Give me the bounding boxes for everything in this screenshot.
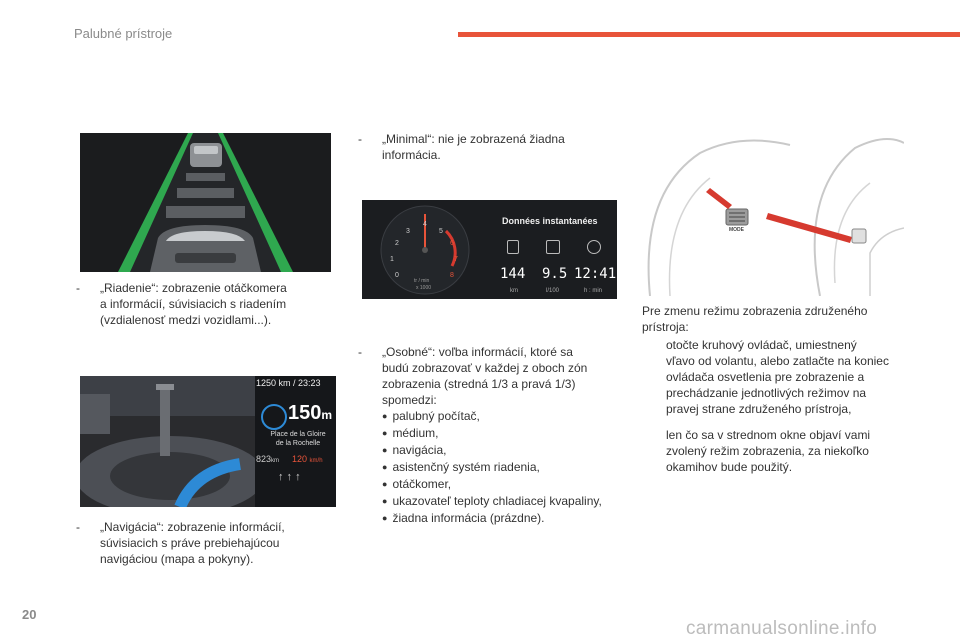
nav-speed-unit: km/h (309, 458, 323, 464)
nav-direction-circle-icon (261, 404, 287, 430)
trip-value-1: 144 (500, 266, 526, 282)
osobne-line-4: spomedzi: (382, 393, 437, 407)
trip-value-2: 9.5 (542, 266, 568, 282)
osobne-options-list (358, 408, 628, 527)
riadenie-description (76, 280, 336, 328)
minimal-line-2: informácia. (382, 148, 441, 162)
navigacia-screen-image (80, 376, 336, 507)
minimal-description (358, 131, 618, 163)
step-1-line-1: otočte kruhový ovládač, umiestnený (666, 338, 857, 352)
navigacia-description (76, 519, 336, 567)
trip-value-3: 12:41 (574, 266, 617, 282)
riadenie-line-3: (vzdialenosť medzi vozidlami...). (100, 313, 272, 327)
nav-lane-arrows-icon: ↑ ↑ ↑ (278, 471, 301, 483)
gauge-label-5: 5 (439, 228, 443, 235)
gauge-caption-2: x 1000 (416, 285, 432, 291)
riadenie-screen-image (80, 133, 331, 272)
gauge-label-0: 0 (395, 272, 399, 279)
osobne-option-item: ● žiadna informácia (prázdne). (382, 510, 628, 527)
trip-unit-2: l/100 (546, 288, 560, 294)
gauge-label-7: 7 (454, 256, 458, 263)
osobne-option-item: ● navigácia, (382, 442, 628, 459)
osobne-line-2: budú zobrazovať v každej z oboch zón (382, 361, 588, 375)
nav-distance-value: 150 (288, 402, 322, 424)
nav-odometer (256, 454, 279, 464)
nav-distance-unit: m (321, 408, 333, 422)
nav-distance-time-text: 1250 km / 23:23 (256, 378, 321, 388)
step-1-line-3: ovládača osvetlenia pre zobrazenie a (666, 370, 865, 384)
instruction-step-1 (642, 337, 912, 417)
osobne-dash: - (358, 345, 362, 359)
instructions-intro-line-1: Pre zmenu režimu zobrazenia združeného (642, 304, 868, 318)
gauge-label-4: 4 (423, 221, 427, 228)
riadenie-illustration (80, 133, 331, 272)
trip-unit-1: km (510, 288, 518, 294)
header-accent-bar (458, 32, 960, 37)
step-1-line-2: vľavo od volantu, alebo zatlačte na koniec (666, 354, 889, 368)
navigacia-dash: - (76, 520, 80, 534)
nav-place (262, 430, 334, 448)
step-2-line-1: len čo sa v strednom okne objaví vami (666, 428, 871, 442)
navigacia-line-1: „Navigácia“: zobrazenie informácií, (100, 520, 285, 534)
gauge-caption-1: tr / min (414, 278, 430, 284)
trip-consumption-icon (546, 240, 560, 254)
osobne-option-item: ● otáčkomer, (382, 476, 628, 493)
riadenie-line-2: a informácií, súvisiacich s riadením (100, 297, 287, 311)
nav-speed-value: 120 (292, 454, 308, 464)
osobne-option-item: ● ukazovateľ teploty chladiacej kvapaliny, (382, 493, 628, 510)
osobne-description (358, 344, 628, 527)
instructions-intro-line-2: prístroja: (642, 320, 689, 334)
gauge-label-8: 8 (450, 272, 454, 279)
nav-place-line-1: Place de la Gloire (270, 431, 326, 438)
navigacia-line-3: navigáciou (mapa a pokyny). (100, 552, 254, 566)
nav-place-line-2: de la Rochelle (275, 440, 321, 447)
controls-illustration (640, 133, 904, 296)
nav-speed-limit (292, 454, 323, 464)
trip-fuel-pump-icon (507, 240, 519, 254)
navigacia-line-2: súvisiacich s práve prebiehajúcou (100, 536, 280, 550)
riadenie-dash: - (76, 281, 80, 295)
minimal-dash: - (358, 132, 362, 146)
instruction-step-2 (642, 427, 912, 475)
gauge-label-1: 1 (390, 256, 394, 263)
mode-switch-label: MODE (729, 227, 744, 233)
osobne-option-item: ● médium, (382, 425, 628, 442)
step-2-line-3: okamihov bude použitý. (666, 460, 793, 474)
step-1-line-5: pravej strane združeného prístroja, (666, 402, 852, 416)
trip-clock-icon (587, 240, 601, 254)
page-header-title: Palubné prístroje (74, 26, 173, 41)
watermark: carmanualsonline.info (686, 618, 878, 639)
dashboard-controls-image (640, 133, 904, 296)
gauge-label-3: 3 (406, 228, 410, 235)
gauge-label-2: 2 (395, 240, 399, 247)
step-2-line-2: zvolený režim zobrazenia, za niekoľko (666, 444, 869, 458)
osobne-screen-image (362, 200, 617, 299)
nav-distance-time (256, 378, 321, 388)
nav-distance-big (288, 402, 332, 425)
osobne-option-item: ● asistenčný systém riadenia, (382, 459, 628, 476)
trip-unit-3: h : min (584, 288, 603, 294)
gauge-label-6: 6 (450, 240, 454, 247)
osobne-line-1: „Osobné“: voľba informácií, ktoré sa (382, 345, 573, 359)
instructions-block (642, 303, 912, 475)
minimal-line-1: „Minimal“: nie je zobrazená žiadna (382, 132, 565, 146)
page-number: 20 (22, 607, 37, 622)
osobne-option-item: ● palubný počítač, (382, 408, 628, 425)
nav-odometer-unit: km (271, 458, 280, 464)
riadenie-line-1: „Riadenie“: zobrazenie otáčkomera (100, 281, 287, 295)
step-1-line-4: prechádzanie jednotlivých režimov na (666, 386, 867, 400)
osobne-panel-title: Données instantanées (502, 216, 598, 226)
nav-odometer-value: 823 (256, 454, 272, 464)
osobne-line-3: zobrazenia (stredná 1/3 a pravá 1/3) (382, 377, 576, 391)
